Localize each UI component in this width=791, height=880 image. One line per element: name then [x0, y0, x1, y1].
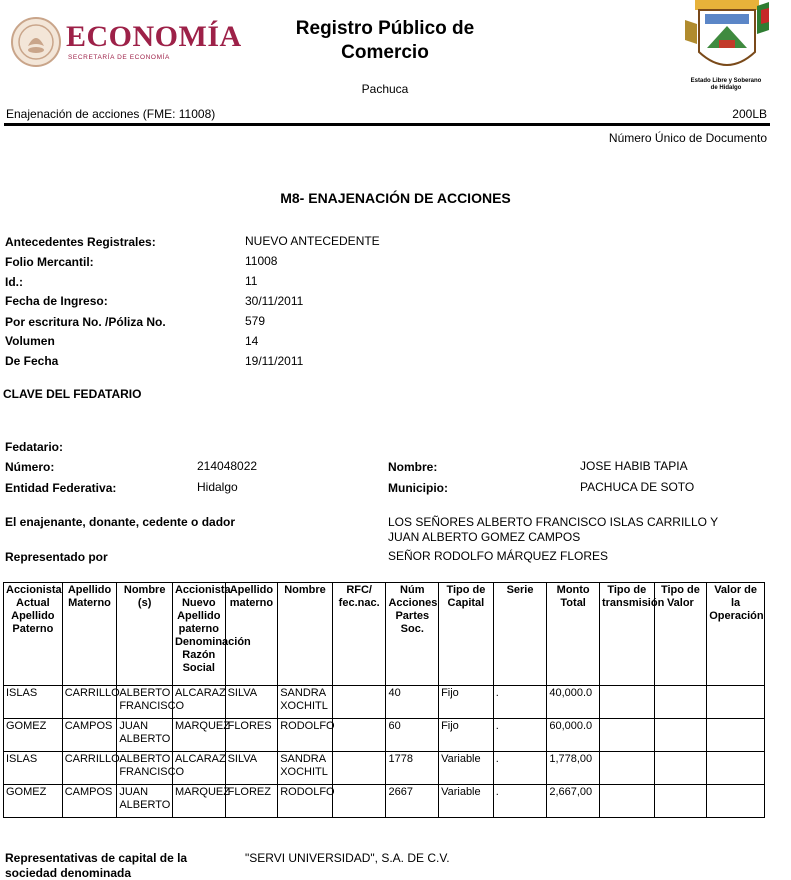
field-label-folio: Folio Mercantil:: [5, 255, 94, 269]
table-cell: 1,778,00: [547, 752, 600, 785]
table-cell: [654, 752, 707, 785]
field-value-escritura: 579: [245, 314, 266, 328]
table-row: [4, 686, 765, 719]
fedatario-nombre-label: Nombre:: [388, 460, 438, 474]
form-label: Enajenación de acciones (FME: 11008): [6, 107, 216, 121]
table-cell: .: [493, 752, 547, 785]
table-cell: SILVA: [225, 752, 278, 785]
crest-caption: Estado Libre y Soberano de Hidalgo: [690, 78, 762, 91]
table-cell: 60: [386, 719, 439, 752]
table-cell: ALCARAZ: [172, 752, 225, 785]
table-cell: 40: [386, 686, 439, 719]
field-label-escritura: Por escritura No. /Póliza No.: [5, 315, 166, 329]
header-divider: [4, 123, 770, 126]
table-cell: CAMPOS: [62, 719, 117, 752]
table-cell: 2,667,00: [547, 785, 600, 818]
field-label-fecha-ingreso: Fecha de Ingreso:: [5, 294, 108, 308]
document-number-label: Número Único de Documento: [608, 131, 767, 145]
fedatario-entidad: Hidalgo: [197, 480, 238, 494]
table-cell: MARQUEZ: [172, 719, 225, 752]
table-cell: ALCARAZ: [172, 686, 225, 719]
fedatario-title: Fedatario:: [5, 440, 64, 454]
column-header: Núm Acciones Partes Soc.: [386, 583, 439, 686]
table-cell: [599, 752, 654, 785]
column-header: Accionista Actual Apellido Paterno: [4, 583, 63, 686]
table-cell: [332, 785, 386, 818]
fedatario-nombre: JOSE HABIB TAPIA: [580, 459, 688, 473]
column-header: Nombre: [278, 583, 333, 686]
table-cell: ALBERTO FRANCISCO: [117, 752, 173, 785]
column-header: Serie: [493, 583, 547, 686]
representado-value: SEÑOR RODOLFO MÁRQUEZ FLORES: [388, 549, 609, 563]
table-cell: ISLAS: [4, 752, 63, 785]
mexico-seal-icon: [10, 16, 62, 68]
table-cell: CARRILLO: [62, 752, 117, 785]
column-header: Accionista Nuevo Apellido paterno Denominación Razón Social: [172, 583, 225, 686]
table-cell: Fijo: [439, 686, 494, 719]
table-cell: 2667: [386, 785, 439, 818]
column-header: Apellido materno: [225, 583, 278, 686]
fedatario-numero-label: Número:: [5, 460, 55, 474]
table-cell: [707, 686, 765, 719]
table-cell: [332, 686, 386, 719]
economia-logo: [10, 16, 250, 68]
table-cell: [707, 719, 765, 752]
table-cell: RODOLFO: [278, 785, 333, 818]
table-cell: .: [493, 686, 547, 719]
table-cell: Variable: [439, 785, 494, 818]
table-cell: FLOREZ: [225, 785, 278, 818]
hidalgo-crest-icon: [683, 0, 771, 78]
table-cell: ALBERTO FRANCISCO: [117, 686, 173, 719]
column-header: Apellido Materno: [62, 583, 117, 686]
acciones-table: [3, 582, 765, 818]
form-code: 200LB: [732, 107, 767, 121]
field-value-antecedentes: NUEVO ANTECEDENTE: [245, 234, 380, 248]
clave-fedatario-title: CLAVE DEL FEDATARIO: [3, 387, 142, 401]
table-cell: [599, 686, 654, 719]
field-label-de-fecha: De Fecha: [5, 354, 59, 368]
fedatario-entidad-label: Entidad Federativa:: [5, 481, 117, 495]
table-cell: FLORES: [225, 719, 278, 752]
table-cell: Variable: [439, 752, 494, 785]
column-header: Nombre (s): [117, 583, 173, 686]
field-value-volumen: 14: [245, 334, 259, 348]
column-header: Valor de la Operación: [707, 583, 765, 686]
enajenante-line1: LOS SEÑORES ALBERTO FRANCISCO ISLAS CARRILLO Y: [388, 515, 719, 529]
column-header: Tipo de Capital: [439, 583, 494, 686]
table-cell: .: [493, 785, 547, 818]
field-value-de-fecha: 19/11/2011: [245, 354, 304, 368]
table-cell: SANDRA XOCHITL: [278, 752, 333, 785]
table-cell: 60,000.0: [547, 719, 600, 752]
brand-subtitle: SECRETARÍA DE ECONOMÍA: [68, 54, 170, 61]
table-row: [4, 752, 765, 785]
table-cell: CARRILLO: [62, 686, 117, 719]
enajenante-label: El enajenante, donante, cedente o dador: [5, 515, 236, 529]
table-cell: .: [493, 719, 547, 752]
column-header: Tipo de transmisión: [599, 583, 654, 686]
table-cell: [654, 785, 707, 818]
table-cell: [332, 719, 386, 752]
table-cell: Fijo: [439, 719, 494, 752]
enajenante-line2: JUAN ALBERTO GOMEZ CAMPOS: [388, 530, 581, 544]
footer-value: "SERVI UNIVERSIDAD", S.A. DE C.V.: [245, 851, 450, 865]
brand-name: ECONOMÍA: [66, 20, 242, 53]
field-label-id: Id.:: [5, 275, 23, 289]
table-cell: JUAN ALBERTO: [117, 785, 173, 818]
footer-label-line1: Representativas de capital de la: [5, 851, 188, 865]
city-label: Pachuca: [361, 82, 409, 96]
representado-label: Representado por: [5, 550, 108, 564]
table-cell: SANDRA XOCHITL: [278, 686, 333, 719]
table-row: [4, 719, 765, 752]
footer-label-line2: sociedad denominada: [5, 866, 132, 880]
table-cell: JUAN ALBERTO: [117, 719, 173, 752]
column-header: Monto Total: [547, 583, 600, 686]
table-cell: CAMPOS: [62, 785, 117, 818]
column-header: RFC/ fec.nac.: [332, 583, 386, 686]
table-cell: SILVA: [225, 686, 278, 719]
table-cell: [654, 686, 707, 719]
table-cell: RODOLFO: [278, 719, 333, 752]
table-cell: [599, 719, 654, 752]
table-cell: ISLAS: [4, 686, 63, 719]
table-row: [4, 785, 765, 818]
section-title: M8- ENAJENACIÓN DE ACCIONES: [280, 190, 511, 206]
field-label-volumen: Volumen: [5, 334, 55, 348]
fedatario-municipio-label: Municipio:: [388, 481, 448, 495]
column-header: Tipo de Valor: [654, 583, 707, 686]
table-header-row: [4, 583, 765, 686]
table-cell: 1778: [386, 752, 439, 785]
table-cell: [654, 719, 707, 752]
field-value-id: 11: [245, 274, 258, 288]
table-cell: MARQUEZ: [172, 785, 225, 818]
table-cell: [707, 785, 765, 818]
table-cell: [707, 752, 765, 785]
fedatario-numero: 214048022: [197, 459, 258, 473]
field-value-folio: 11008: [245, 254, 278, 268]
table-cell: GOMEZ: [4, 719, 63, 752]
fedatario-municipio: PACHUCA DE SOTO: [580, 480, 695, 494]
table-cell: [599, 785, 654, 818]
field-value-fecha-ingreso: 30/11/2011: [245, 294, 304, 308]
table-cell: [332, 752, 386, 785]
page-title: Registro Público de Comercio: [295, 18, 475, 63]
field-label-antecedentes: Antecedentes Registrales:: [5, 235, 156, 249]
table-cell: 40,000.0: [547, 686, 600, 719]
table-cell: GOMEZ: [4, 785, 63, 818]
